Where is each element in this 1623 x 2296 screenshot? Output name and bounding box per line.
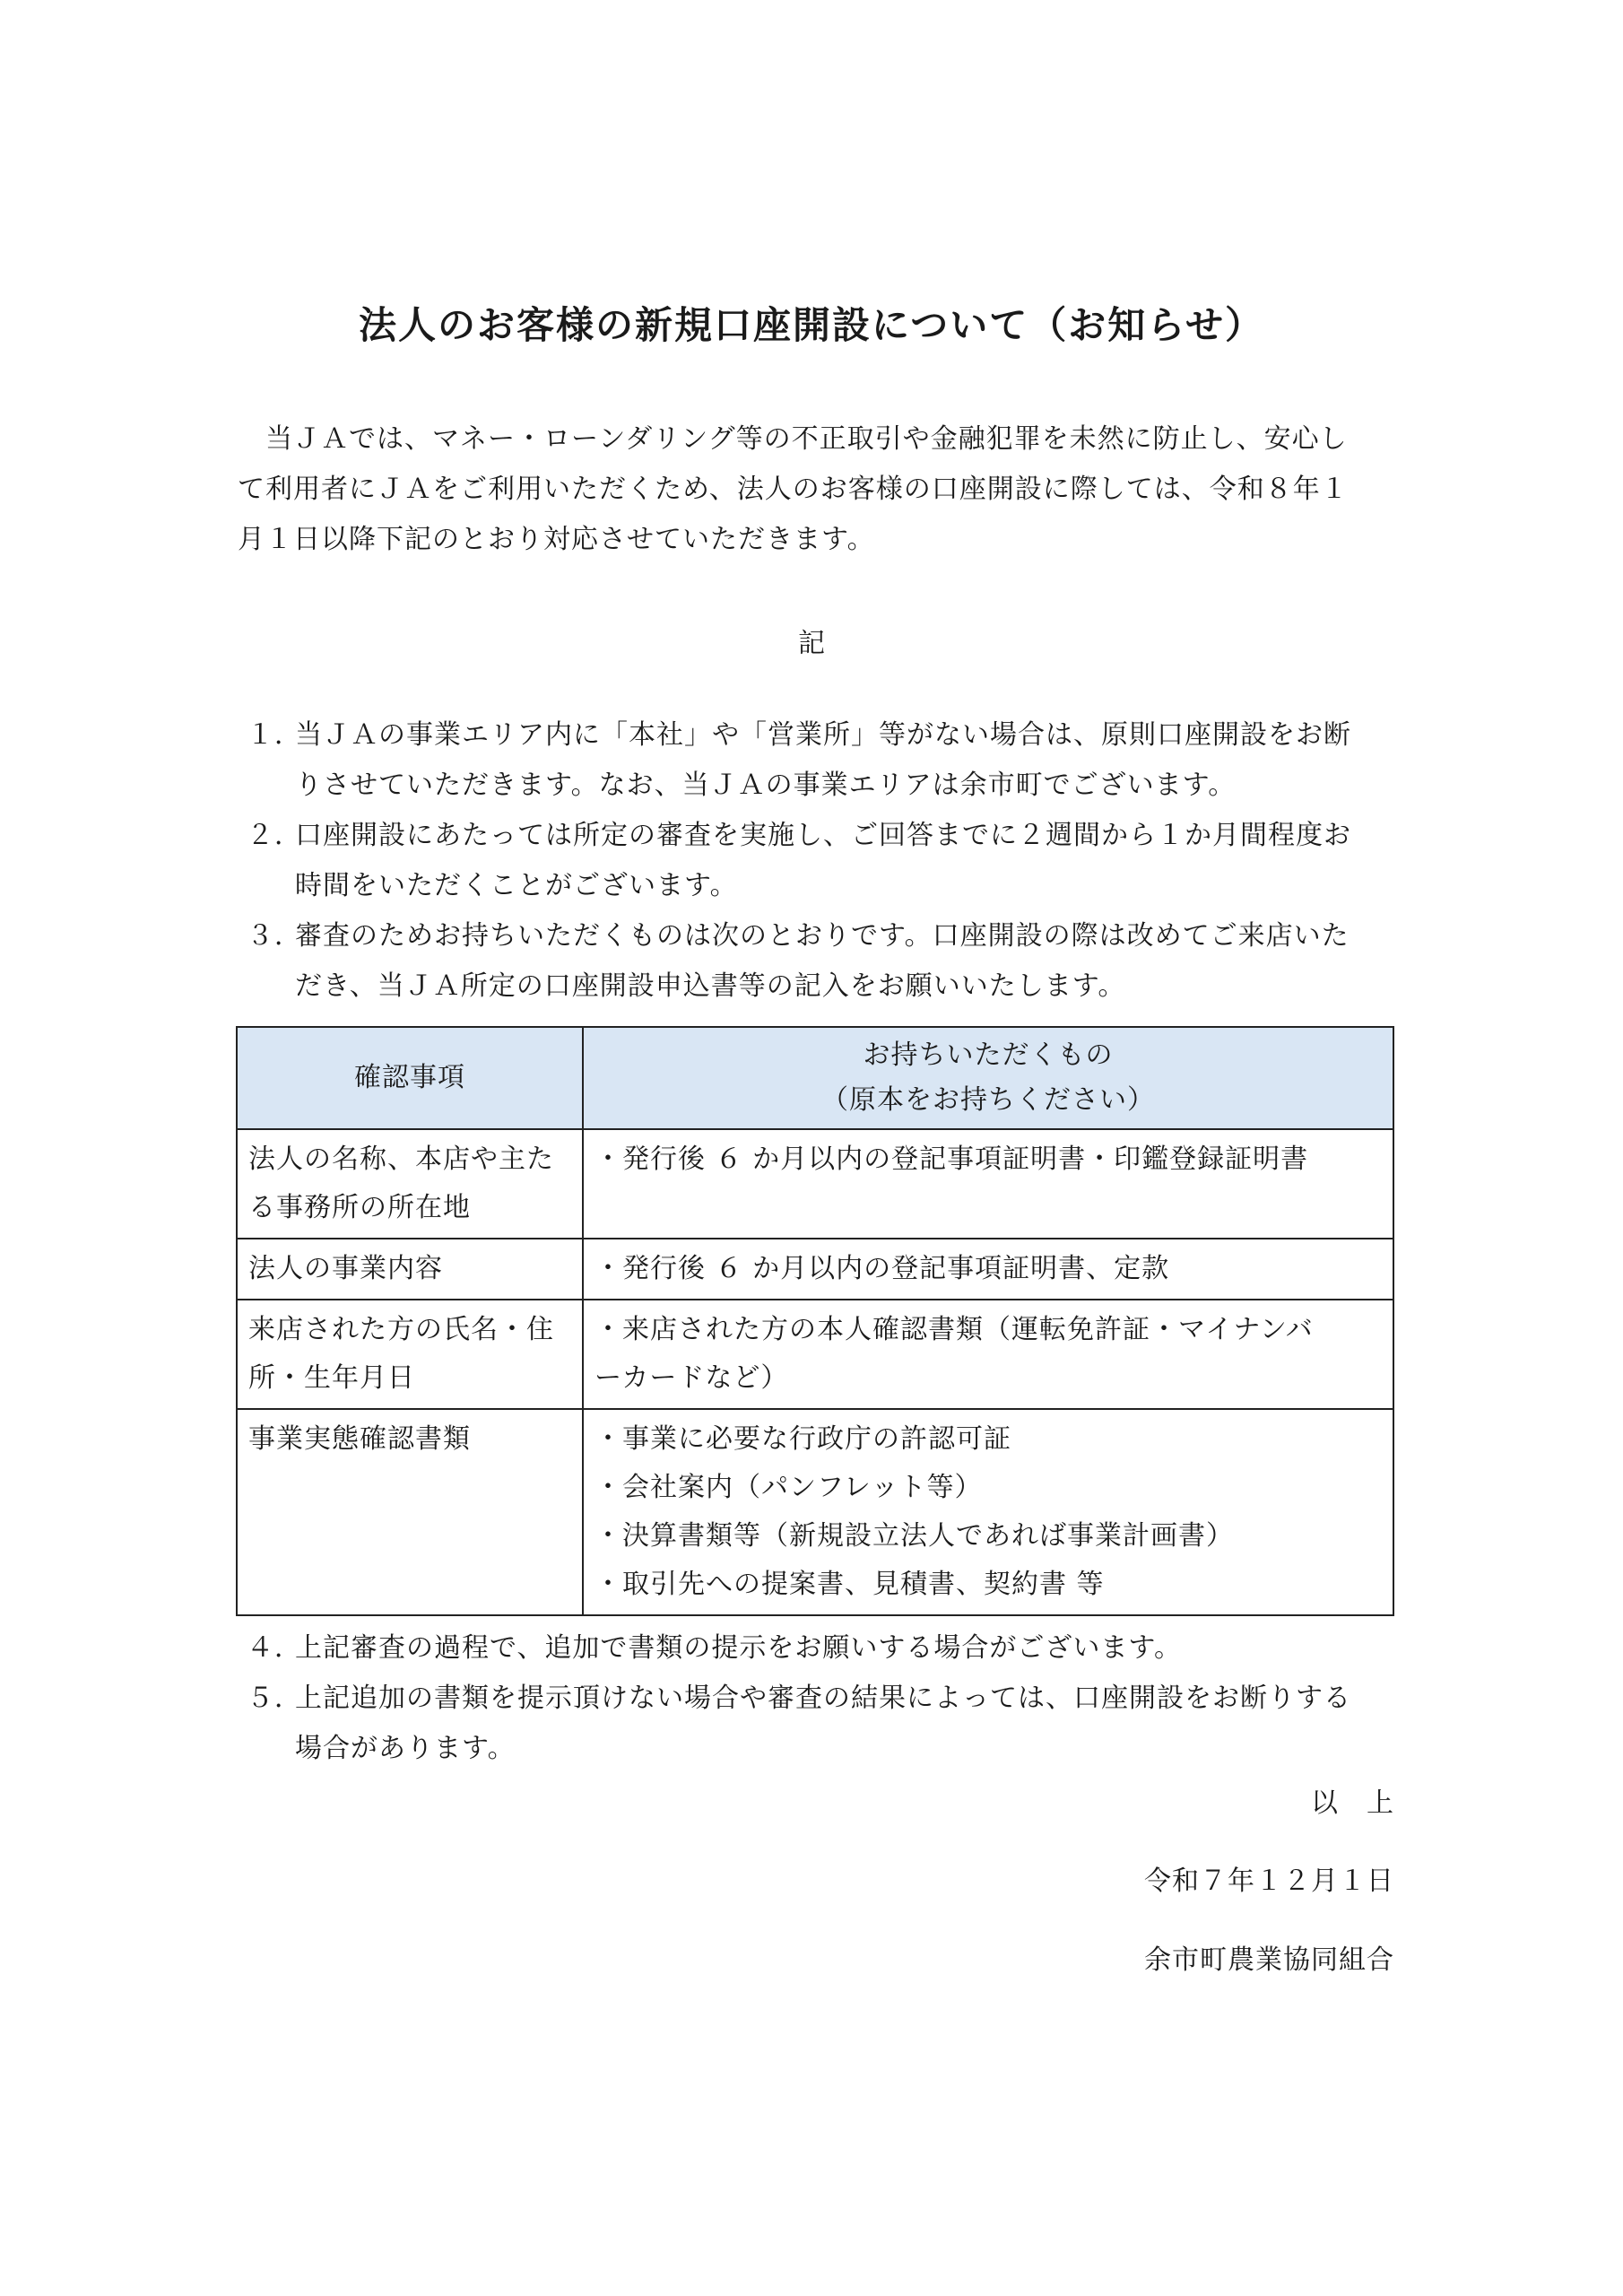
cell-line: 法人の名称、本店や主た <box>248 1144 554 1175</box>
item-number: １． <box>247 719 302 751</box>
closing-mark: 以 上 <box>1311 1787 1394 1819</box>
doc-line: ・発行後 ６ か月以内の登記事項証明書・印鑑登録証明書 <box>595 1144 1309 1175</box>
doc-line: ・取引先への提案書、見積書、契約書 等 <box>595 1569 1105 1600</box>
table-cell-docs <box>583 1409 1393 1615</box>
table-header-docs <box>583 1027 1393 1129</box>
header-line: （原本をお持ちください） <box>821 1084 1155 1116</box>
cell-line: 所・生年月日 <box>248 1362 415 1394</box>
item-text: 口座開設にあたっては所定の審査を実施し、ご回答までに２週間から１か月間程度お <box>295 820 1351 851</box>
item-text: 当ＪＡの事業エリア内に「本社」や「営業所」等がない場合は、原則口座開設をお断 <box>295 719 1351 751</box>
cell-line: る事務所の所在地 <box>248 1192 471 1223</box>
table-row <box>237 1409 1393 1615</box>
doc-line: ・決算書類等（新規設立法人であれば事業計画書） <box>595 1520 1234 1552</box>
ki-heading: 記 <box>798 628 825 659</box>
item-text: 審査のためお持ちいただくものは次のとおりです。口座開設の際は改めてご来店いた <box>295 920 1350 952</box>
intro-paragraph <box>238 414 1394 565</box>
table-cell-item <box>237 1409 583 1615</box>
item-number: ５． <box>247 1683 302 1714</box>
table-cell-item <box>237 1239 583 1300</box>
item-text: 時間をいただくことがございます。 <box>295 870 738 901</box>
doc-line: ・会社案内（パンフレット等） <box>595 1472 983 1503</box>
intro-line: て利用者にＪＡをご利用いただくため、法人のお客様の口座開設に際しては、令和８年１ <box>238 474 1349 505</box>
table-cell-docs <box>583 1129 1393 1239</box>
list-item <box>238 811 1394 911</box>
requirements-table <box>236 1026 1394 1616</box>
intro-line: 当ＪＡでは、マネー・ローンダリング等の不正取引や金融犯罪を未然に防止し、安心し <box>238 423 1348 455</box>
item-text: りさせていただきます。なお、当ＪＡの事業エリアは余市町でございます。 <box>295 770 1237 801</box>
table-row <box>237 1239 1393 1300</box>
header-line: お持ちいただくもの <box>863 1039 1114 1071</box>
list-item <box>238 1623 1394 1674</box>
table-cell-item <box>237 1129 583 1239</box>
item-text: 上記追加の書類を提示頂けない場合や審査の結果によっては、口座開設をお断りする <box>295 1683 1351 1714</box>
item-text: だき、当ＪＡ所定の口座開設申込書等の記入をお願いいたします。 <box>295 970 1126 1002</box>
item-number: ２． <box>247 820 302 851</box>
table-cell-docs <box>583 1300 1393 1409</box>
item-number: ４． <box>247 1632 302 1664</box>
list-item <box>238 710 1394 811</box>
doc-line: ・事業に必要な行政庁の許認可証 <box>595 1423 1011 1455</box>
table-header-row <box>237 1027 1393 1129</box>
list-item <box>238 911 1394 1012</box>
table-row <box>237 1300 1393 1409</box>
cell-line: 法人の事業内容 <box>248 1253 443 1284</box>
table-cell-item <box>237 1300 583 1409</box>
table-row <box>237 1129 1393 1239</box>
doc-line: ーカードなど） <box>595 1362 789 1394</box>
list-item <box>238 1674 1394 1774</box>
doc-line: ・発行後 ６ か月以内の登記事項証明書、定款 <box>595 1253 1170 1284</box>
item-text: 上記審査の過程で、追加で書類の提示をお願いする場合がございます。 <box>295 1632 1182 1664</box>
item-number: ３． <box>247 920 302 952</box>
numbered-list-continued <box>238 1623 1394 1774</box>
intro-line: 月１日以降下記のとおり対応させていただきます。 <box>238 524 875 555</box>
item-text: 場合があります。 <box>295 1733 516 1764</box>
issue-date: 令和７年１２月１日 <box>1144 1866 1394 1897</box>
cell-line: 来店された方の氏名・住 <box>248 1314 554 1345</box>
table-cell-docs <box>583 1239 1393 1300</box>
table-header-item: 確認事項 <box>237 1027 583 1129</box>
issuer-name: 余市町農業協同組合 <box>1144 1944 1394 1976</box>
page-title: 法人のお客様の新規口座開設について（お知らせ） <box>359 303 1264 347</box>
cell-line: 事業実態確認書類 <box>248 1423 471 1455</box>
numbered-list <box>238 710 1394 1012</box>
doc-line: ・来店された方の本人確認書類（運転免許証・マイナンバ <box>595 1314 1314 1345</box>
